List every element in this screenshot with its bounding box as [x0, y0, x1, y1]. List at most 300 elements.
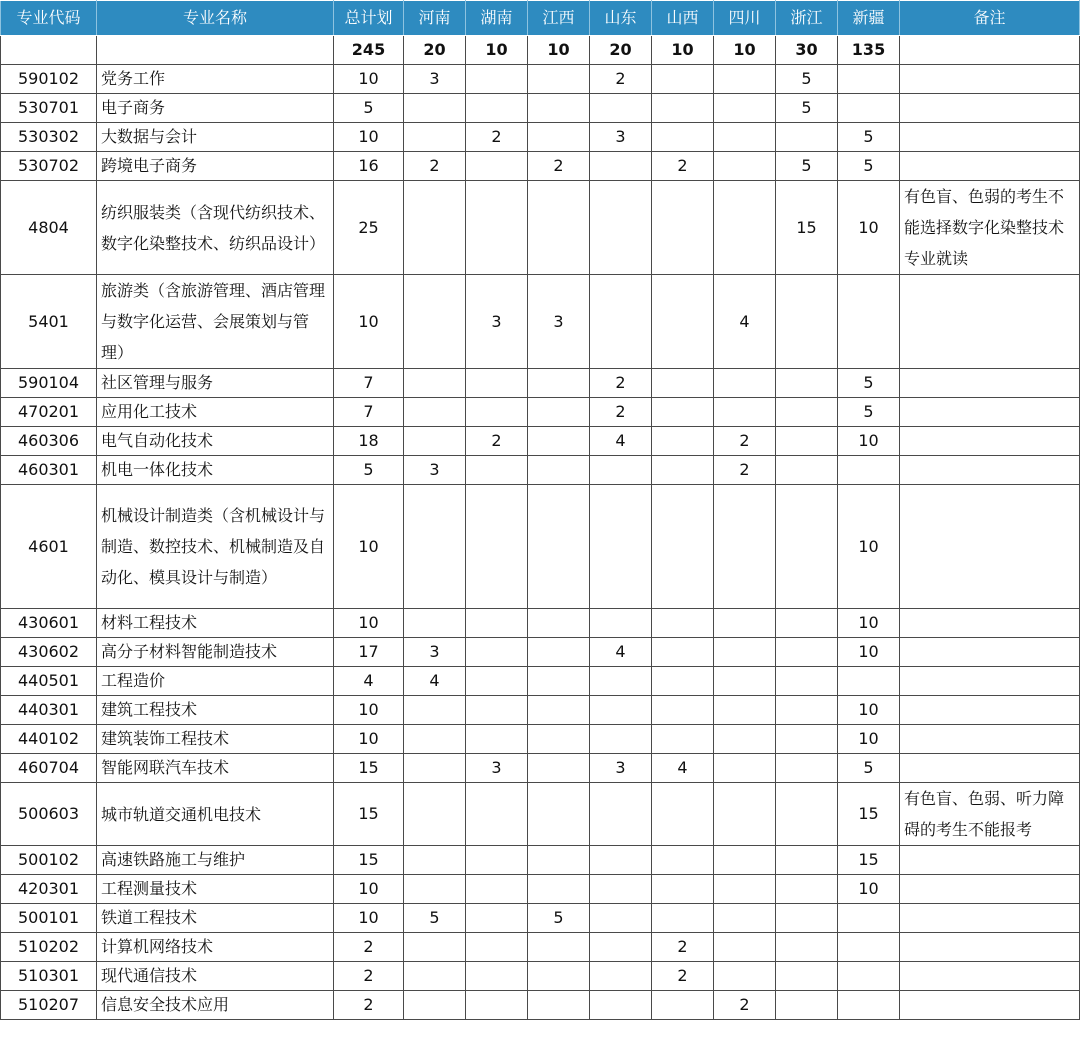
zhejiang-cell: 5	[776, 152, 838, 181]
shanxi-cell	[652, 427, 714, 456]
jiangxi-cell	[528, 369, 590, 398]
major-name-cell: 高速铁路施工与维护	[97, 846, 334, 875]
major-name-cell: 旅游类（含旅游管理、酒店管理与数字化运营、会展策划与管理）	[97, 275, 334, 369]
total-plan-cell: 15	[334, 754, 404, 783]
sichuan-cell: 2	[714, 991, 776, 1020]
major-code-cell: 430601	[1, 609, 97, 638]
major-name-cell: 社区管理与服务	[97, 369, 334, 398]
totals-jiangxi: 10	[528, 36, 590, 65]
xinjiang-cell	[838, 904, 900, 933]
total-plan-cell: 10	[334, 875, 404, 904]
hunan-cell	[466, 181, 528, 275]
remarks-cell	[900, 369, 1080, 398]
major-code-cell: 430602	[1, 638, 97, 667]
jiangxi-cell	[528, 725, 590, 754]
major-code-cell: 440501	[1, 667, 97, 696]
shandong-cell: 4	[590, 427, 652, 456]
zhejiang-cell: 15	[776, 181, 838, 275]
xinjiang-cell: 15	[838, 846, 900, 875]
major-code-cell: 530302	[1, 123, 97, 152]
henan-cell: 3	[404, 456, 466, 485]
sichuan-cell	[714, 609, 776, 638]
zhejiang-cell	[776, 783, 838, 846]
jiangxi-cell	[528, 123, 590, 152]
henan-cell	[404, 94, 466, 123]
shandong-cell	[590, 962, 652, 991]
shandong-cell	[590, 152, 652, 181]
major-name-cell: 高分子材料智能制造技术	[97, 638, 334, 667]
header-henan: 河南	[404, 1, 466, 36]
major-code-cell: 4804	[1, 181, 97, 275]
shanxi-cell	[652, 609, 714, 638]
total-plan-cell: 10	[334, 65, 404, 94]
henan-cell	[404, 609, 466, 638]
major-name-cell: 大数据与会计	[97, 123, 334, 152]
sichuan-cell	[714, 962, 776, 991]
remarks-cell	[900, 754, 1080, 783]
shanxi-cell	[652, 456, 714, 485]
zhejiang-cell	[776, 398, 838, 427]
shanxi-cell	[652, 181, 714, 275]
total-plan-cell: 5	[334, 94, 404, 123]
jiangxi-cell	[528, 875, 590, 904]
major-code-cell: 590102	[1, 65, 97, 94]
zhejiang-cell	[776, 638, 838, 667]
henan-cell	[404, 754, 466, 783]
major-code-cell: 460704	[1, 754, 97, 783]
shandong-cell: 3	[590, 754, 652, 783]
totals-total: 245	[334, 36, 404, 65]
xinjiang-cell	[838, 456, 900, 485]
remarks-cell	[900, 427, 1080, 456]
xinjiang-cell: 5	[838, 123, 900, 152]
major-code-cell: 510202	[1, 933, 97, 962]
shanxi-cell	[652, 485, 714, 609]
henan-cell	[404, 783, 466, 846]
major-code-cell: 460306	[1, 427, 97, 456]
xinjiang-cell: 5	[838, 398, 900, 427]
remarks-cell	[900, 638, 1080, 667]
major-code-cell: 470201	[1, 398, 97, 427]
shandong-cell	[590, 456, 652, 485]
shandong-cell	[590, 846, 652, 875]
shanxi-cell	[652, 369, 714, 398]
zhejiang-cell	[776, 904, 838, 933]
total-plan-cell: 5	[334, 456, 404, 485]
sichuan-cell	[714, 94, 776, 123]
remarks-cell	[900, 962, 1080, 991]
totals-sichuan: 10	[714, 36, 776, 65]
remarks-cell	[900, 485, 1080, 609]
major-code-cell: 420301	[1, 875, 97, 904]
totals-xinjiang: 135	[838, 36, 900, 65]
zhejiang-cell	[776, 991, 838, 1020]
shandong-cell	[590, 991, 652, 1020]
zhejiang-cell	[776, 485, 838, 609]
shandong-cell: 2	[590, 65, 652, 94]
shandong-cell	[590, 725, 652, 754]
hunan-cell	[466, 904, 528, 933]
remarks-cell	[900, 123, 1080, 152]
henan-cell	[404, 275, 466, 369]
table-row	[1, 456, 1080, 485]
hunan-cell	[466, 369, 528, 398]
shandong-cell	[590, 875, 652, 904]
major-name-cell: 机械设计制造类（含机械设计与制造、数控技术、机械制造及自动化、模具设计与制造）	[97, 485, 334, 609]
henan-cell: 3	[404, 638, 466, 667]
hunan-cell	[466, 152, 528, 181]
table-row	[1, 725, 1080, 754]
henan-cell	[404, 991, 466, 1020]
shandong-cell: 4	[590, 638, 652, 667]
table-row	[1, 485, 1080, 609]
sichuan-cell	[714, 725, 776, 754]
xinjiang-cell: 10	[838, 725, 900, 754]
major-name-cell: 建筑装饰工程技术	[97, 725, 334, 754]
sichuan-cell: 4	[714, 275, 776, 369]
xinjiang-cell: 5	[838, 152, 900, 181]
total-plan-cell: 25	[334, 181, 404, 275]
jiangxi-cell	[528, 456, 590, 485]
shanxi-cell	[652, 667, 714, 696]
jiangxi-cell	[528, 181, 590, 275]
jiangxi-cell	[528, 65, 590, 94]
major-name-cell: 机电一体化技术	[97, 456, 334, 485]
henan-cell	[404, 398, 466, 427]
xinjiang-cell: 10	[838, 875, 900, 904]
xinjiang-cell: 15	[838, 783, 900, 846]
xinjiang-cell: 10	[838, 427, 900, 456]
hunan-cell: 2	[466, 427, 528, 456]
total-plan-cell: 10	[334, 485, 404, 609]
zhejiang-cell	[776, 725, 838, 754]
zhejiang-cell	[776, 962, 838, 991]
remarks-cell	[900, 875, 1080, 904]
henan-cell: 4	[404, 667, 466, 696]
total-plan-cell: 15	[334, 783, 404, 846]
totals-hunan: 10	[466, 36, 528, 65]
table-row	[1, 181, 1080, 275]
header-remarks: 备注	[900, 1, 1080, 36]
jiangxi-cell	[528, 94, 590, 123]
totals-row	[1, 36, 1080, 65]
jiangxi-cell	[528, 991, 590, 1020]
shanxi-cell	[652, 725, 714, 754]
shandong-cell: 2	[590, 398, 652, 427]
header-sichuan: 四川	[714, 1, 776, 36]
shanxi-cell	[652, 696, 714, 725]
hunan-cell	[466, 609, 528, 638]
major-code-cell: 500603	[1, 783, 97, 846]
table-row	[1, 875, 1080, 904]
table-row	[1, 65, 1080, 94]
sichuan-cell	[714, 754, 776, 783]
major-code-cell: 510207	[1, 991, 97, 1020]
hunan-cell	[466, 846, 528, 875]
remarks-cell: 有色盲、色弱的考生不能选择数字化染整技术专业就读	[900, 181, 1080, 275]
major-code-cell: 5401	[1, 275, 97, 369]
header-shanxi: 山西	[652, 1, 714, 36]
jiangxi-cell: 3	[528, 275, 590, 369]
header-xinjiang: 新疆	[838, 1, 900, 36]
sichuan-cell	[714, 783, 776, 846]
zhejiang-cell	[776, 123, 838, 152]
hunan-cell	[466, 962, 528, 991]
shanxi-cell	[652, 123, 714, 152]
table-row	[1, 609, 1080, 638]
sichuan-cell	[714, 875, 776, 904]
henan-cell: 3	[404, 65, 466, 94]
xinjiang-cell: 10	[838, 181, 900, 275]
zhejiang-cell	[776, 846, 838, 875]
shanxi-cell	[652, 875, 714, 904]
sichuan-cell	[714, 398, 776, 427]
zhejiang-cell	[776, 275, 838, 369]
table-body	[1, 36, 1080, 1020]
total-plan-cell: 7	[334, 398, 404, 427]
shanxi-cell	[652, 275, 714, 369]
jiangxi-cell	[528, 638, 590, 667]
shanxi-cell: 4	[652, 754, 714, 783]
major-code-cell: 590104	[1, 369, 97, 398]
table-row	[1, 275, 1080, 369]
shandong-cell	[590, 904, 652, 933]
header-total-plan: 总计划	[334, 1, 404, 36]
header-row	[1, 1, 1080, 36]
major-name-cell: 铁道工程技术	[97, 904, 334, 933]
hunan-cell	[466, 485, 528, 609]
zhejiang-cell	[776, 754, 838, 783]
table-row	[1, 427, 1080, 456]
jiangxi-cell	[528, 485, 590, 609]
major-name-cell: 电气自动化技术	[97, 427, 334, 456]
total-plan-cell: 2	[334, 962, 404, 991]
table-row	[1, 398, 1080, 427]
remarks-cell	[900, 904, 1080, 933]
remarks-cell	[900, 456, 1080, 485]
total-plan-cell: 17	[334, 638, 404, 667]
henan-cell	[404, 962, 466, 991]
hunan-cell	[466, 456, 528, 485]
total-plan-cell: 16	[334, 152, 404, 181]
major-name-cell: 材料工程技术	[97, 609, 334, 638]
major-name-cell: 纺织服装类（含现代纺织技术、数字化染整技术、纺织品设计）	[97, 181, 334, 275]
major-code-cell: 530701	[1, 94, 97, 123]
remarks-cell	[900, 667, 1080, 696]
shanxi-cell	[652, 846, 714, 875]
shanxi-cell: 2	[652, 962, 714, 991]
remarks-cell	[900, 94, 1080, 123]
xinjiang-cell: 10	[838, 638, 900, 667]
header-major-code: 专业代码	[1, 1, 97, 36]
sichuan-cell	[714, 696, 776, 725]
zhejiang-cell	[776, 696, 838, 725]
major-name-cell: 智能网联汽车技术	[97, 754, 334, 783]
jiangxi-cell	[528, 846, 590, 875]
major-code-cell: 500101	[1, 904, 97, 933]
hunan-cell	[466, 725, 528, 754]
remarks-cell	[900, 152, 1080, 181]
henan-cell	[404, 485, 466, 609]
major-code-cell: 500102	[1, 846, 97, 875]
totals-name	[97, 36, 334, 65]
major-name-cell: 电子商务	[97, 94, 334, 123]
sichuan-cell	[714, 152, 776, 181]
remarks-cell	[900, 275, 1080, 369]
major-name-cell: 跨境电子商务	[97, 152, 334, 181]
total-plan-cell: 10	[334, 725, 404, 754]
henan-cell: 5	[404, 904, 466, 933]
major-code-cell: 440102	[1, 725, 97, 754]
remarks-cell	[900, 933, 1080, 962]
sichuan-cell: 2	[714, 456, 776, 485]
jiangxi-cell	[528, 398, 590, 427]
sichuan-cell	[714, 904, 776, 933]
shanxi-cell	[652, 904, 714, 933]
major-name-cell: 计算机网络技术	[97, 933, 334, 962]
shandong-cell: 3	[590, 123, 652, 152]
hunan-cell	[466, 65, 528, 94]
hunan-cell	[466, 667, 528, 696]
henan-cell	[404, 427, 466, 456]
shanxi-cell	[652, 638, 714, 667]
total-plan-cell: 2	[334, 933, 404, 962]
sichuan-cell	[714, 485, 776, 609]
xinjiang-cell	[838, 991, 900, 1020]
major-code-cell: 530702	[1, 152, 97, 181]
hunan-cell	[466, 783, 528, 846]
major-name-cell: 城市轨道交通机电技术	[97, 783, 334, 846]
table-row	[1, 638, 1080, 667]
sichuan-cell	[714, 65, 776, 94]
remarks-cell	[900, 696, 1080, 725]
table-row	[1, 933, 1080, 962]
zhejiang-cell	[776, 427, 838, 456]
table-row	[1, 962, 1080, 991]
total-plan-cell: 18	[334, 427, 404, 456]
shandong-cell	[590, 609, 652, 638]
totals-shanxi: 10	[652, 36, 714, 65]
xinjiang-cell: 10	[838, 609, 900, 638]
shandong-cell	[590, 181, 652, 275]
total-plan-cell: 10	[334, 696, 404, 725]
shanxi-cell	[652, 94, 714, 123]
xinjiang-cell: 5	[838, 369, 900, 398]
totals-henan: 20	[404, 36, 466, 65]
total-plan-cell: 7	[334, 369, 404, 398]
henan-cell	[404, 181, 466, 275]
shandong-cell	[590, 275, 652, 369]
header-jiangxi: 江西	[528, 1, 590, 36]
shanxi-cell	[652, 398, 714, 427]
jiangxi-cell	[528, 754, 590, 783]
sichuan-cell	[714, 181, 776, 275]
xinjiang-cell	[838, 275, 900, 369]
major-code-cell: 460301	[1, 456, 97, 485]
jiangxi-cell: 5	[528, 904, 590, 933]
remarks-cell	[900, 398, 1080, 427]
header-major-name: 专业名称	[97, 1, 334, 36]
major-name-cell: 党务工作	[97, 65, 334, 94]
total-plan-cell: 10	[334, 609, 404, 638]
hunan-cell	[466, 696, 528, 725]
sichuan-cell	[714, 667, 776, 696]
table-row	[1, 783, 1080, 846]
xinjiang-cell	[838, 667, 900, 696]
major-name-cell: 信息安全技术应用	[97, 991, 334, 1020]
major-name-cell: 工程测量技术	[97, 875, 334, 904]
jiangxi-cell	[528, 696, 590, 725]
hunan-cell	[466, 638, 528, 667]
zhejiang-cell	[776, 369, 838, 398]
jiangxi-cell	[528, 783, 590, 846]
remarks-cell	[900, 65, 1080, 94]
xinjiang-cell	[838, 65, 900, 94]
henan-cell	[404, 369, 466, 398]
sichuan-cell	[714, 369, 776, 398]
shandong-cell	[590, 94, 652, 123]
zhejiang-cell	[776, 875, 838, 904]
shanxi-cell	[652, 783, 714, 846]
sichuan-cell	[714, 933, 776, 962]
henan-cell	[404, 933, 466, 962]
total-plan-cell: 15	[334, 846, 404, 875]
totals-zhejiang: 30	[776, 36, 838, 65]
shanxi-cell: 2	[652, 933, 714, 962]
header-shandong: 山东	[590, 1, 652, 36]
shandong-cell	[590, 485, 652, 609]
shandong-cell	[590, 667, 652, 696]
shandong-cell	[590, 696, 652, 725]
xinjiang-cell: 5	[838, 754, 900, 783]
total-plan-cell: 10	[334, 123, 404, 152]
zhejiang-cell	[776, 456, 838, 485]
shandong-cell	[590, 783, 652, 846]
total-plan-cell: 10	[334, 904, 404, 933]
header-zhejiang: 浙江	[776, 1, 838, 36]
major-name-cell: 现代通信技术	[97, 962, 334, 991]
major-name-cell: 建筑工程技术	[97, 696, 334, 725]
sichuan-cell	[714, 846, 776, 875]
remarks-cell	[900, 991, 1080, 1020]
header-hunan: 湖南	[466, 1, 528, 36]
major-code-cell: 4601	[1, 485, 97, 609]
hunan-cell	[466, 875, 528, 904]
totals-code	[1, 36, 97, 65]
xinjiang-cell: 10	[838, 696, 900, 725]
xinjiang-cell	[838, 962, 900, 991]
remarks-cell: 有色盲、色弱、听力障碍的考生不能报考	[900, 783, 1080, 846]
henan-cell: 2	[404, 152, 466, 181]
major-code-cell: 510301	[1, 962, 97, 991]
remarks-cell	[900, 846, 1080, 875]
henan-cell	[404, 846, 466, 875]
hunan-cell: 3	[466, 754, 528, 783]
major-name-cell: 工程造价	[97, 667, 334, 696]
remarks-cell	[900, 725, 1080, 754]
jiangxi-cell	[528, 609, 590, 638]
sichuan-cell	[714, 638, 776, 667]
shanxi-cell: 2	[652, 152, 714, 181]
shanxi-cell	[652, 65, 714, 94]
xinjiang-cell	[838, 94, 900, 123]
total-plan-cell: 2	[334, 991, 404, 1020]
table-row	[1, 94, 1080, 123]
table-row	[1, 123, 1080, 152]
total-plan-cell: 10	[334, 275, 404, 369]
sichuan-cell	[714, 123, 776, 152]
totals-shandong: 20	[590, 36, 652, 65]
